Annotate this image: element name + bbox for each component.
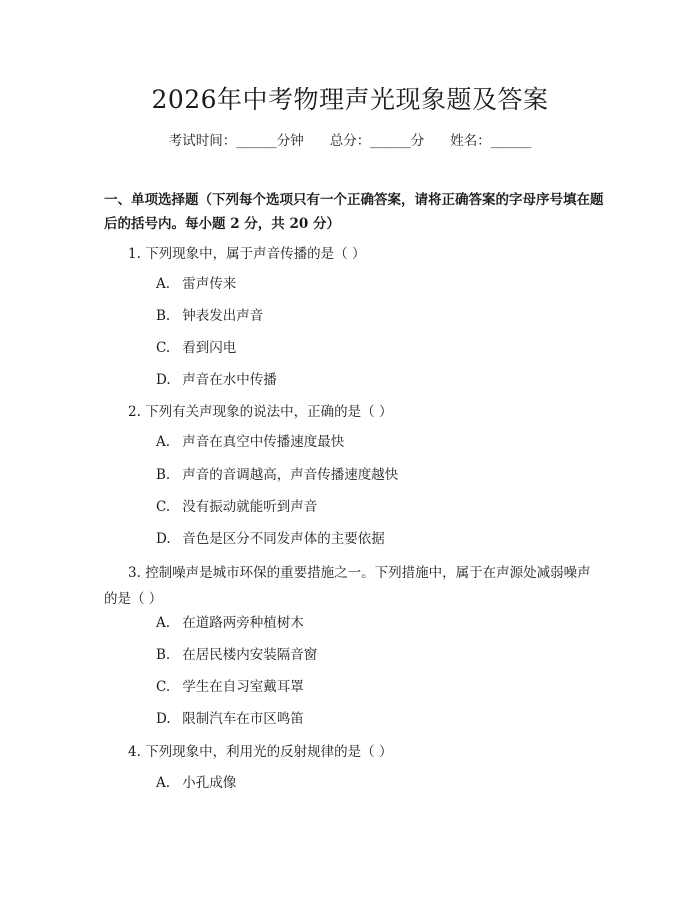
section-heading: 一、单项选择题（下列每个选项只有一个正确答案，请将正确答案的字母序号填在题后的括号内。每小题 2 分，共 20 分） — [104, 192, 604, 232]
option-letter: A. — [156, 434, 171, 450]
option-letter: B. — [156, 647, 171, 663]
answer-option — [156, 528, 385, 550]
option-text: 音色是区分不同发声体的主要依据 — [182, 531, 385, 547]
question-stem — [104, 241, 604, 267]
question-number: 2. — [128, 404, 141, 420]
answer-option — [156, 305, 263, 327]
option-text: 限制汽车在市区鸣笛 — [182, 711, 304, 727]
answer-option — [156, 612, 304, 634]
option-text: 在道路两旁种植树木 — [182, 615, 304, 631]
answer-option — [156, 676, 304, 698]
answer-option — [156, 644, 317, 666]
option-letter: A. — [156, 615, 171, 631]
question-stem — [104, 739, 604, 765]
option-letter: B. — [156, 467, 171, 483]
option-text: 在居民楼内安装隔音窗 — [182, 647, 318, 663]
option-text: 钟表发出声音 — [182, 308, 264, 324]
exam-info-row — [0, 130, 700, 152]
answer-option — [156, 431, 344, 453]
option-text: 声音在水中传播 — [182, 372, 277, 388]
question-text: 下列有关声现象的说法中，正确的是（ ） — [145, 404, 393, 420]
total-score-field: 总分：______分 — [329, 133, 425, 149]
option-letter: D. — [156, 372, 171, 388]
option-letter: C. — [156, 340, 171, 356]
option-letter: B. — [156, 308, 171, 324]
option-letter: A. — [156, 276, 171, 292]
student-name-field: 姓名：______ — [450, 133, 532, 149]
option-letter: D. — [156, 531, 171, 547]
answer-option — [156, 464, 398, 486]
answer-option — [156, 337, 236, 359]
option-text: 声音在真空中传播速度最快 — [182, 434, 345, 450]
question-stem — [104, 399, 604, 425]
option-letter: D. — [156, 711, 171, 727]
question-number: 1. — [128, 246, 141, 262]
option-text: 看到闪电 — [182, 340, 237, 356]
page-title: 2026年中考物理声光现象题及答案 — [151, 85, 549, 114]
answer-option — [156, 369, 277, 391]
question-number: 3. — [128, 565, 141, 581]
option-text: 小孔成像 — [182, 775, 237, 791]
answer-option — [156, 273, 236, 295]
question-stem — [104, 560, 604, 612]
option-text: 声音的音调越高，声音传播速度越快 — [182, 467, 399, 483]
question-text: 控制噪声是城市环保的重要措施之一。下列措施中，属于在声源处减弱噪声的是（ ） — [104, 565, 591, 607]
exam-time-field: 考试时间：______分钟 — [168, 133, 304, 149]
question-number: 4. — [128, 744, 141, 760]
option-letter: C. — [156, 499, 171, 515]
question-text: 下列现象中，利用光的反射规律的是（ ） — [145, 744, 393, 760]
answer-option — [156, 708, 304, 730]
answer-option — [156, 772, 236, 794]
option-letter: A. — [156, 775, 171, 791]
question-text: 下列现象中，属于声音传播的是（ ） — [145, 246, 366, 262]
option-letter: C. — [156, 679, 171, 695]
option-text: 学生在自习室戴耳罩 — [182, 679, 304, 695]
option-text: 没有振动就能听到声音 — [182, 499, 318, 515]
answer-option — [156, 496, 317, 518]
option-text: 雷声传来 — [182, 276, 237, 292]
